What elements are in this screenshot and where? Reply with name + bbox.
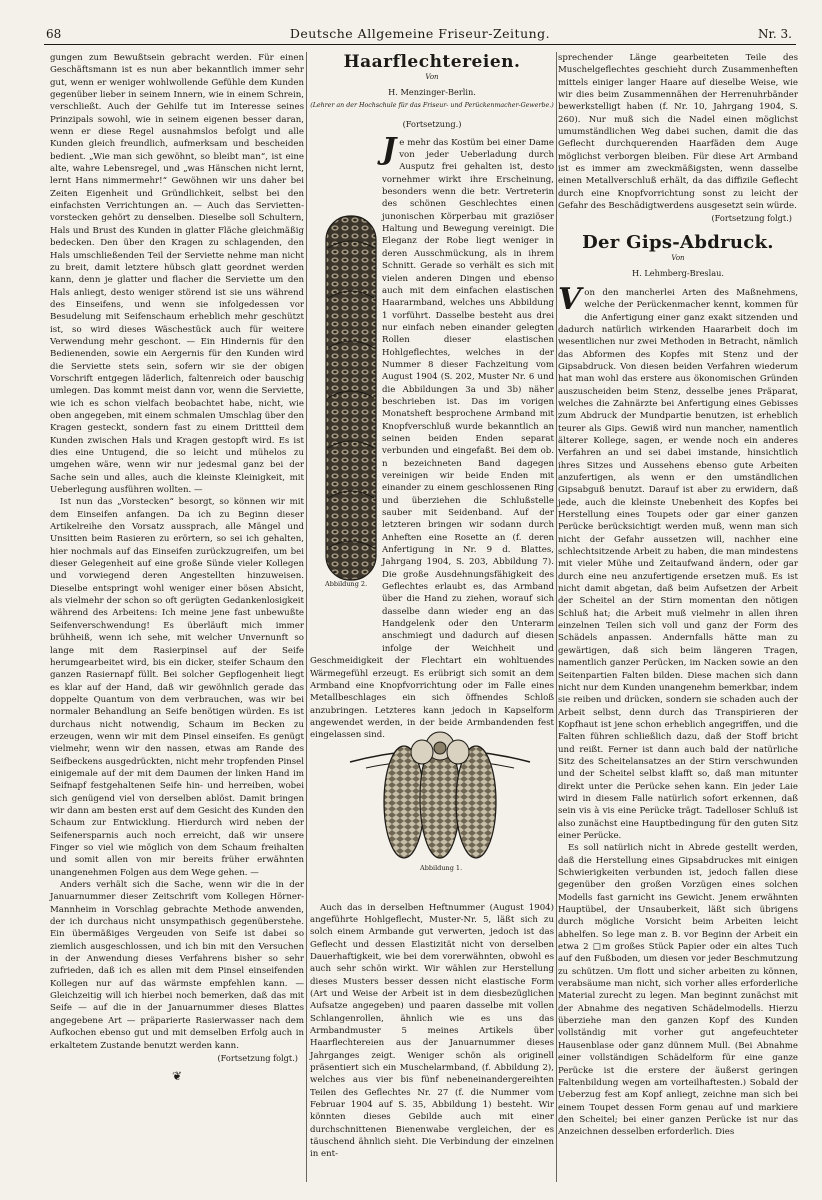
- gips-paragraph-text: on den mancherlei Arten des Maßnehmens, welche der Perückenmacher kennt, kommen für die Anfertigung einer ganz exakt sitzenden und dadurch natürlich wirkenden Haararbeit doch im wesentlichen nur zwei Methoden in Betracht, nämlich das Abformen des Kopfes mit Stenz und der Gipsabdruck. Von diesen beiden Verfahren wiederum hat man wohl das erstere aus ökonomischen Gründen auszuscheiden beim Stenz, desselbe jenes Präparat, welches die Zahnärzte bei Anfertigung eines Gebisses zum Abdruck der Mundpartie benutzen, ist erheblich teurer als Gips. Gewiß wird nun mancher, namentlich älterer Kollege, sagen, er wende noch ein anderes Verfahren an und sei dabei imstande, hinsichtlich ihres Sitzes und Aussehens ebenso gute Arbeiten anzufertigen, als wenn er den umständlichen Gipsabguß benutzt. Darauf ist aber zu erwidern, daß jede, auch die kleinste Unebenheit des Kopfes bei Herstellung eines Toupets oder gar einer ganzen Perücke berücksichtigt werden muß, wenn man sich nicht der Gefahr aussetzen will, nachher eine schlechtsitzende Arbeit zu haben, die man mindestens mit vieler Mühe und Zeitaufwand ändern, oder gar durch eine neu anzufertigende ersetzen muß. Es ist nicht damit abgetan, daß beim Aufsetzen der Arbeit der Scheitel an der Stirn momentan den nötigen Schluß hat; die Arbeit muß vielmehr in allen ihren einzelnen Teilen sich voll und ganz der Form des Schädels anpassen. Andernfalls hätte man zu gewärtigen, daß sich beim längeren Tragen, namentlich ganzer Perücken, im Nacken sowie an den Seitenpartien Falten bilden. Diese machen sich dann nicht nur dem Kunden unangenehm bemerkbar, indem sie reiben und drücken, sondern sie schaden auch der Arbeit selbst, denn durch das Transpirieren der Kopfhaut ist jene schon erheblich angegriffen, und die Falten führen schließlich dazu, daß der Stoff bricht und reißt. Ferner ist dann auch bald der natürliche Sitz des Scheitelansatzes an der Stirn verschwunden und der Scheitel selbst klafft so, daß man mitunter direkt unter die Perücke sehen kann. Ein jeder Laie wird in diesem Falle natürlich sofort erkennen, daß sein vis à vis eine Perücke trägt. Tadelloser Schluß ist also zunächst eine Hauptbedingung für den guten Sitz einer Perücke.: [558, 287, 798, 841]
- continued-note: (Fortsetzung.): [402, 119, 462, 130]
- page-number: 68: [46, 27, 62, 41]
- byline-von: Von: [425, 73, 439, 82]
- haar-paragraph-text: e mehr das Kostüm bei einer Dame von jeder Ueberladung durch Ausputz frei gehalten ist, desto vornehmer wirkt ihre Erscheinung, besonders wenn die betr. Vertreterin des schönen Geschlechtes einen junonischen Körperbau mit graziöser Haltung und Bewegung vereinigt. Die Eleganz der Robe liegt weniger in deren Ausschmückung, als in ihrem Schnitt. Gerade so verhält es sich mit vielen anderen Dingen und ebenso auch mit dem einfachen elastischen Haararmband, welches uns Abbildung 1 vorführt. Dasselbe besteht aus drei nur einfach neben einander gelegten Rollen dieser elastischen Hohlgeflechtes, welches in der Nummer 8 dieser Fachzeitung vom August 1904 (S. 202, Muster Nr. 6 und die Abbildungen 3a und 3b) näher beschrieben ist. Das im vorigen Monatsheft besprochene Armband mit Knopfverschluß wurde bekanntlich an seinen beiden Enden separat verbunden und eingefaßt. Bei dem ob. n bezeichneten Band dagegen vereinigen wir beide Enden mit einander zu einem geschlossenen Ring und überziehen die Schlußstelle sauber mit Seidenband. Auf der letzteren bringen wir sodann durch Anheften eine Rosette an (f. deren Anfertigung in Nr. 9 d. Blattes, Jahrgang 1904, S. 203, Abbildung 7). Die große Ausdehnungsfähigkeit des Geflechtes erlaubt es, das Armband über die Hand zu ziehen, worauf sich dasselbe dann wieder eng an das Handgelenk oder den Unterarm anschmiegt und dadurch auf diesen infolge der Weichheit und Geschmeidigkeit der Flechtart ein wohltuendes Wärmegefühl erzeugt. Es erübrigt sich somit an dem Armband eine Knopfvorrichtung oder im Falle eines Metallbeschlages ein sich öffnendes Schloß anzubringen. Letzteres kann jedoch in Kapselform angewendet werden, in der beide Armbandenden fest eingelassen sind.: [310, 137, 554, 741]
- article-author: H. Lehmberg-Breslau.: [631, 267, 725, 278]
- col1-paragraph: gungen zum Bewußtsein gebracht werden. Für einen Geschäftsmann ist es nun aber bekanntlich immer sehr gut, wenn er weniger wohlwollende Gefühle dem Kunden gegenüber lieber in seinem Innern, wie in einem Schrein, verschließt. Auch der Gehilfe tut im Interesse seines Prinzipals sowohl, wie in seinem eigenen besser daran, wenn er diese Regel ausnahmslos befolgt und alle Kunden gleich freundlich, aufmerksam und bescheiden bedient. „Wie man sich gewöhnt, so bleibt man“, ist eine alte, wahre Lebensregel, und „was Hänschen nicht lernt, lernt Hans nimmermehr!“ Gewöhnen wir uns daher bei Zeiten Eigenheit und Gründlichkeit, selbst bei den einfachsten Verrichtungen an. — Auch das Serviettenvorstecken gehört zu denselben. Dieselbe soll Schultern, Hals und Brust des Kunden in glatter Fläche gleichmäßig bedecken. Den über den Kragen zu schlagenden, den Hals umschließenden Teil der Serviette nehme man nicht zu breit, damit letztere hübsch glatt geordnet werden kann, denn je glatter und flacher die Serviette um den Hals anliegt, desto weniger störend ist sie uns während des Einseifens, und wenn sie infolgedessen vor Besudelung mit Seifenschaum erheblich mehr geschützt ist, so wird dieses Wäschestück auch für weitere Verwendung mehr geschont. — Ein Hindernis für den Bedienenden, sowie ein Aergernis für den Kunden wird die Serviette stets sein, sofern wir sie der obigen Vorschrift entgegen läderlich, faltenreich oder bauschig umlegen. Das kommt meist dann vor, wenn die Serviette, wie ich es schon vielfach beobachtet habe, nicht, wie oben angegeben, mit einem schmalen Umschlag über den Kragen gesteckt, sondern fast zu einem Drittteil dem Kunden zwischen Hals und Kragen gestopft wird. Es ist dies eine Untugend, die so leicht und mühelos zu umgehen wäre, wenn wir nur jedesmal ganz bei der Sache sein und alles, auch die kleinste Kleinigkeit, mit Ueberlegung ausführen wollten. —: [50, 53, 304, 496]
- author-affiliation: (Lehrer an der Hochschule für das Friseur- und Perückenmacher-Gewerbe.): [310, 102, 554, 110]
- col1-paragraph: Ist nun das „Vorstecken“ besorgt, so können wir mit dem Einseifen anfangen. Da ich zu Beginn dieser Artikelreihe den Vorsatz aussprach, alle Mängel und Unsitten beim Rasieren zu erörtern, so sei ich gehalten, hier nochmals auf das Einseifen zurückzugreifen, um bei dieser Gelegenheit auf eine große Sünde vieler Kollegen und vorwiegend deren Angestellten hinzuweisen. Dieselbe entspringt wohl weniger einer bösen Absicht, als vielmehr der schon so oft gerügten Gedankenlosigkeit während des Arbeitens: Ich meine jene fast unbewußte Seifenverschwendung! Es überläuft mich immer brühheiß, wenn ich sehe, mit welcher Unvernunft so lange mit dem Rasierpinsel auf der Seife herumgearbeitet wird, bis ein dicker, steifer Schaum den ganzen Rasiernapf füllt. Bei solcher Gepflogenheit liegt es klar auf der Hand, daß wir gewöhnlich gerade das doppelte Quantum von dem verbrauchen, was wir bei normaler Behandlung an Seife benötigen würden. Es ist durchaus nicht notwendig, Schaum im Becken zu erzeugen, wenn wir mit dem Pinsel einseifen. Es genügt vielmehr, wenn wir den nassen, etwas am Rande des Seifbeckens ausgedrückten, nicht mehr tropfenden Pinsel einigemale auf der mit dem Daumen der linken Hand im Seifnapf festgehaltenen Seife hin- und herreiben, wobei sich genügend viel von derselben ablöst. Damit bringen wir dann am besten erst auf dem Gesicht des Kunden den Schaum zur Entwicklung. Hierdurch wird neben der Seifenersparnis auch noch erreicht, daß wir unsere Finger so viel wie möglich von dem Schaum freihalten und somit allen von mir bereits früher erwähnten unangenehmen Folgen aus dem Wege gehen. —: [50, 497, 304, 878]
- drop-cap: V: [558, 281, 582, 317]
- haar-paragraph: Auch das in derselben Heftnummer (August 1904) angeführte Hohlgeflecht, Muster-Nr. 5, läßt sich zu solch einem Armbande gut verwerten, jedoch ist das Geflecht und dessen Elastizität nicht von derselben Dauerhaftigkeit, wie bei dem vorerwähnten, obwohl es auch sehr schön wirkt. Wir wählen zur Herstellung dieses Musters besser dessen nicht elastische Form (Art und Weise der Arbeit ist in dem diesbezüglichen Aufsatze angegeben) und paaren dasselbe mit vollen Schlangenrollen, ähnlich wie es uns das Armbandmuster 5 meines Artikels über Haarflechtereien aus der Januarnummer dieses Jahrganges zeigt. Weniger schön als originell präsentiert sich ein Muschelarmband, (f. Abbildung 2), welches aus vier bis fünf nebeneinandergereihten Teilen des Geflechtes Nr. 27 (f. die Nummer vom Februar 1904 auf S. 35, Abbildung 1) besteht. Wir könnten dieses Gebilde auch mit einer durchschnittenen Bienenwabe vergleichen, der es täuschend ähnlich sieht. Die Verbindung der einzelnen in ent-: [310, 902, 554, 1160]
- journal-title: Deutsche Allgemeine Friseur-Zeitung.: [289, 26, 551, 41]
- gips-paragraph: [558, 281, 798, 842]
- haar-continuation-note: (Fortsetzung folgt.): [711, 213, 792, 224]
- figure-2-caption: Abbildung 2.: [325, 580, 368, 588]
- figure-1-caption: Abbildung 1.: [420, 864, 463, 872]
- issue-number: Nr. 3.: [758, 27, 792, 41]
- article-title-haarflechtereien: Haarflechtereien.: [343, 52, 521, 72]
- column-1: [50, 52, 304, 1089]
- figure-2-shell-bracelet: [320, 208, 382, 588]
- drop-cap: J: [382, 131, 397, 167]
- col1-continuation-note: (Fortsetzung folgt.): [217, 1052, 298, 1063]
- column-3: [558, 52, 798, 1139]
- running-header: [44, 24, 796, 45]
- column-rule-2: [556, 52, 557, 1182]
- col1-paragraph: Anders verhält sich die Sache, wenn wir die in der Januarnummer dieser Zeitschrift vom Kollegen Hörner-Mannheim in Vorschlag gebrachte Methode anwenden, der ich durchaus nicht unsympathisch gegenüberstehe. Ein übermäßiges Vergeuden von Seife ist dabei so ziemlich ausgeschlossen, und ich bin mit den Versuchen in der Anwendung dieses Verfahrens bisher so sehr zufrieden, daß ich es allen mit dem Pinsel einseifenden Kollegen nur auf das wärmste empfehlen kann. — Gleichzeitig will ich hierbei noch bemerken, daß das mit Seife — auf die in der Januarnummer dieses Blattes angegebene Art — präparierte Rasierwasser nach dem Aufkochen ebenso gut und mit demselben Erfolg auch in erkaltetem Zustande benutzt werden kann.: [50, 880, 304, 1051]
- ornament-icon: ❦: [171, 1069, 183, 1084]
- column-rule-1: [306, 52, 307, 1182]
- haar-continuation-paragraph: sprechender Länge gearbeiteten Teile des Muschelgeflechtes geschieht durch Zusammenheften mittels einiger langer Haare auf dieselbe Weise, wie wir dies beim Zusammennähen der Herrenuhrbänder bewerkstelligt haben (f. Nr. 10, Jahrgang 1904, S. 260). Nur muß sich die Nadel einen möglichst umumständlichen Weg dabei suchen, damit die das Geflecht durchquerenden Haarfäden dem Auge möglichst verborgen bleiben. Für diese Art Armband ist es immer am zweckmäßigsten, wenn dasselbe einen Metallverschluß erhält, da das diffizile Geflecht durch eine Knopfvorrichtung sonst zu leicht der Gefahr des Beschädigtwerdens ausgesetzt sein würde.: [558, 53, 798, 212]
- gips-paragraph: Es soll natürlich nicht in Abrede gestellt werden, daß die Herstellung eines Gipsabdruckes mit einigen Schwierigkeiten verbunden ist, jedoch fallen diese gegenüber den großen Vorzügen eines solchen Modells fast garnicht ins Gewicht. Jenem erwähnten Hauptübel, der Unsauberkeit, läßt sich übrigens durch mögliche Vorsicht beim Arbeiten leicht abhelfen. So lege man z. B. vor Beginn der Arbeit ein etwa 2 □m großes Stück Papier oder ein altes Tuch auf den Fußboden, um diesen vor jeder Beschmutzung zu schützen. Um flott und sicher arbeiten zu können, verabsäume man nicht, sich vorher alles erforderliche Material zurecht zu legen. Man beginnt zunächst mit der Abnahme des negativen Schädelmodells. Hierzu überziehe man den ganzen Kopf des Kunden vollständig mit vorher gut angefeuchteter Hausenblase oder ganz dünnem Mull. (Bei Abnahme einer vollständigen Schädelform für eine ganze Perücke ist die erstere der äußerst geringen Faltenbildung wegen am vorteilhaftesten.) Sobald der Ueberzug fest am Kopf anliegt, zeichne man sich bei einem Toupet dessen Form genau auf und markiere den Scheitel; bei einer ganzen Perücke ist nur das Anzeichnen desselben erforderlich. Dies: [558, 843, 798, 1138]
- article-author: H. Menzinger-Berlin.: [388, 86, 476, 97]
- article-title-gips-abdruck: Der Gips-Abdruck.: [582, 231, 774, 253]
- figure-1-hair-bracelet: [340, 728, 540, 864]
- byline-von: Von: [671, 254, 685, 263]
